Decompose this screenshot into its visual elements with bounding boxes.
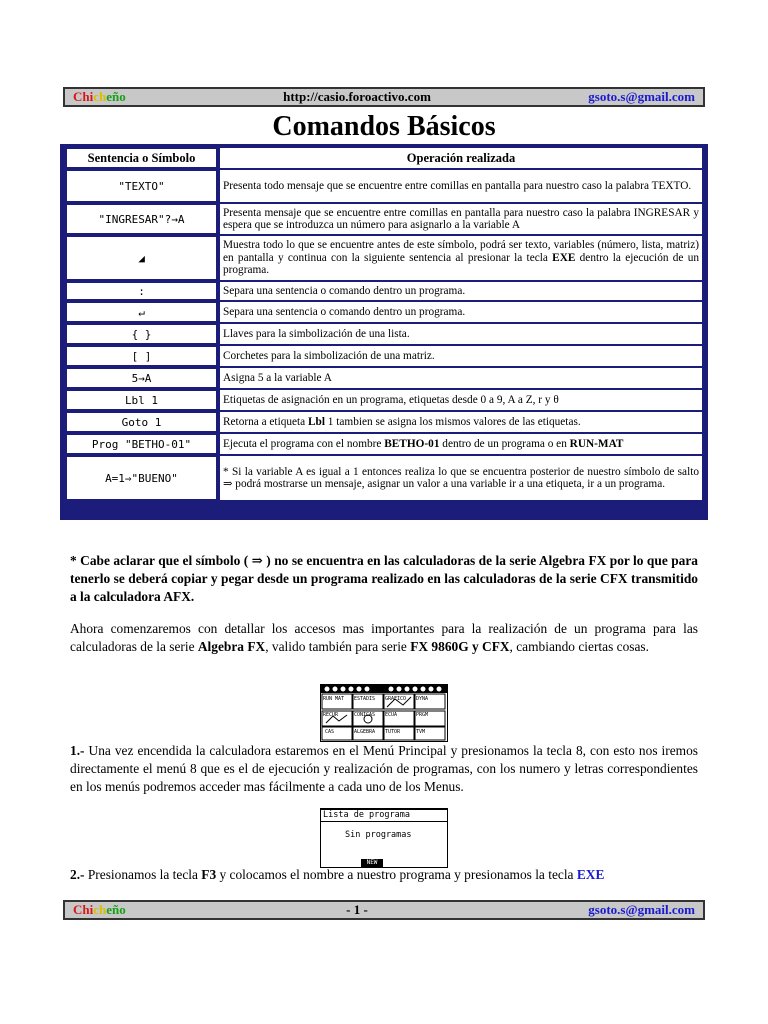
menu-label: DYNA	[416, 696, 429, 702]
note-paragraph: * Cabe aclarar que el símbolo ( ⇒ ) no se encuentra en las calculadoras de la serie Algebra FX por lo que para tenerlo se deberá copiar y pegar desde un programa realizado en las calculadoras de la serie CFX transmitido a la calculadora AFX.	[70, 553, 698, 604]
screen-title: Lista de programa	[323, 810, 410, 820]
symbol-cell: "TEXTO"	[66, 170, 217, 202]
description-cell: Separa una sentencia o comando dentro un programa.	[220, 302, 702, 322]
menu-label: ESTADIS	[354, 696, 376, 702]
menu-label: ALGEBRA	[354, 729, 376, 735]
footer-brand-logo	[73, 902, 126, 918]
menu-label: ECUA	[385, 712, 398, 718]
table-row	[66, 324, 702, 344]
screen-body: Sin programas	[345, 830, 412, 840]
description-cell: Separa una sentencia o comando dentro un programa.	[220, 282, 702, 300]
description-cell: Asigna 5 a la variable A	[220, 368, 702, 388]
brand-logo	[73, 89, 126, 105]
description-cell: * Si la variable A es igual a 1 entonces realiza lo que se encuentra posterior de nuestro símbolo de salto ⇒ podrá mostrarse un mensaje, asignar un valor a una variable ir a una etiqueta, ir a un programa.	[220, 456, 702, 500]
table-header-row	[66, 148, 702, 168]
commands-table	[60, 144, 708, 520]
table-row	[66, 204, 702, 234]
footer-email[interactable]: gsoto.s@gmail.com	[588, 902, 695, 917]
page-title: Comandos Básicos	[272, 111, 496, 142]
menu-label: GRAFICO	[385, 696, 407, 702]
description-cell: Presenta mensaje que se encuentre entre comillas en pantalla para nuestro caso la palabra INGRESAR y espera que se introduzca un número para asignarlo a la variable A	[220, 204, 702, 234]
header-email[interactable]: gsoto.s@gmail.com	[588, 89, 695, 104]
page-number: - 1 -	[346, 902, 368, 917]
intro-paragraph: Ahora comenzaremos con detallar los accesos mas importantes para la realización de un programa para las calculadoras de la serie Algebra FX, valido también para serie FX 9860G y CFX, cambiando ciertas cosas.	[70, 621, 698, 654]
table-row	[66, 282, 702, 300]
symbol-cell: [ ]	[66, 346, 217, 366]
table-row	[66, 302, 702, 322]
symbol-cell: :	[66, 282, 217, 300]
calculator-menu-screenshot	[320, 684, 448, 742]
brand-part-1: Chi	[73, 902, 94, 917]
table-row	[66, 170, 702, 202]
symbol-cell: A=1⇒"BUENO"	[66, 456, 217, 500]
table-row	[66, 434, 702, 454]
brand-part-3: eño	[106, 902, 126, 917]
description-cell: Llaves para la simbolización de una lista.	[220, 324, 702, 344]
description-cell: Presenta todo mensaje que se encuentre entre comillas en pantalla para nuestro caso la palabra TEXTO.	[220, 170, 702, 202]
symbol-cell: "INGRESAR"?→A	[66, 204, 217, 234]
table-row	[66, 456, 702, 500]
step-2-paragraph: 2.- Presionamos la tecla F3 y colocamos el nombre a nuestro programa y presionamos la tecla EXE	[70, 867, 605, 882]
table-row	[66, 346, 702, 366]
brand-part-2: ch	[93, 902, 107, 917]
symbol-cell: Prog "BETHO-01"	[66, 434, 217, 454]
brand-part-1: Chi	[73, 89, 94, 104]
description-cell: Corchetes para la simbolización de una matriz.	[220, 346, 702, 366]
brand-part-2: ch	[93, 89, 107, 104]
header-operation: Operación realizada	[220, 148, 702, 168]
brand-part-3: eño	[106, 89, 126, 104]
menu-label: TUTOR	[385, 729, 401, 735]
symbol-cell: { }	[66, 324, 217, 344]
menu-label: PRGM	[416, 712, 429, 718]
header-bar	[63, 87, 705, 107]
table-row	[66, 236, 702, 280]
description-cell: Ejecuta el programa con el nombre BETHO-01 dentro de un programa o en RUN-MAT	[220, 434, 702, 454]
footer-bar	[63, 900, 705, 920]
header-symbol: Sentencia o Símbolo	[66, 148, 217, 168]
menu-label: RUN MAT	[323, 696, 345, 702]
symbol-cell: Lbl 1	[66, 390, 217, 410]
program-list-screenshot	[320, 808, 448, 868]
symbol-cell: 5→A	[66, 368, 217, 388]
symbol-cell: Goto 1	[66, 412, 217, 432]
menu-screen-graphic	[321, 685, 447, 741]
symbol-cell: ↵	[66, 302, 217, 322]
header-url[interactable]: http://casio.foroactivo.com	[283, 89, 431, 104]
table-row	[66, 412, 702, 432]
description-cell: Muestra todo lo que se encuentre antes de este símbolo, podrá ser texto, variables (número, lista, matriz) en pantalla y continua con la siguiente sentencia al presionar la tecla EXE dentro la ejecución de un programa.	[220, 236, 702, 280]
description-cell: Retorna a etiqueta Lbl 1 tambien se asigna los mismos valores de las etiquetas.	[220, 412, 702, 432]
symbol-cell: ◢	[66, 236, 217, 280]
step-1-paragraph: 1.- Una vez encendida la calculadora estaremos en el Menú Principal y presionamos la tecla 8, con esto nos iremos directamente el menú 8 que es el de ejecución y realización de programas, con los numero y letras correspondientes en los menús podremos acceder mas fácilmente a cada uno de los Menus.	[70, 743, 698, 794]
table-row	[66, 368, 702, 388]
menu-label: CAS	[325, 729, 335, 735]
menu-label: TVM	[416, 729, 426, 735]
table-row	[66, 390, 702, 410]
menu-label: CONICAS	[354, 712, 376, 718]
menu-label: RECUR	[323, 712, 339, 718]
description-cell: Etiquetas de asignación en un programa, etiquetas desde 0 a 9, A a Z, r y θ	[220, 390, 702, 410]
softkey-new[interactable]: NEW	[361, 859, 383, 867]
